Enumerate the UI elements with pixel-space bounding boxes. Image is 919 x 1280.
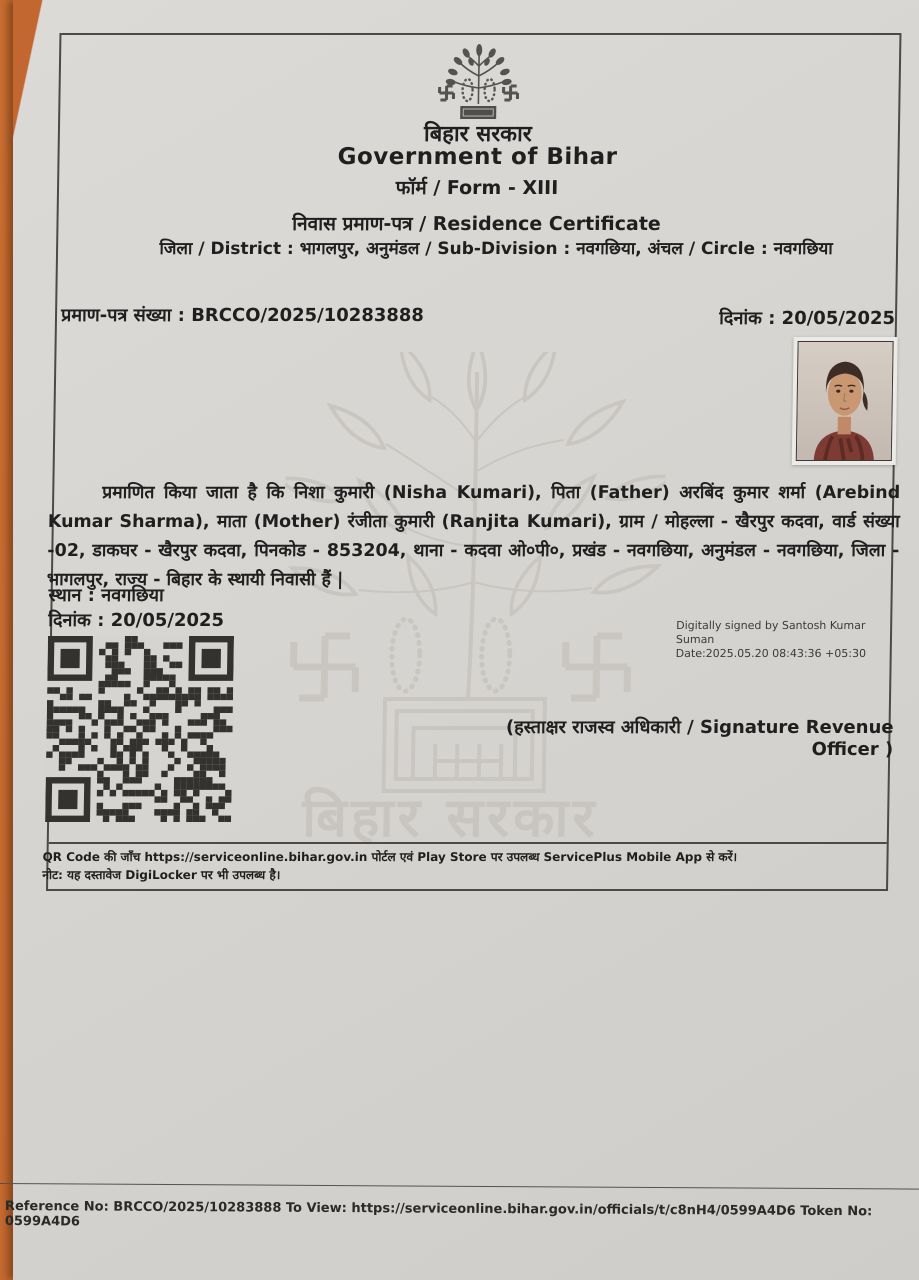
digital-signature-note <box>676 619 902 661</box>
digital-signature-line2: Date:2025.05.20 08:43:36 +05:30 <box>675 647 867 660</box>
note-digilocker-line: नोट: यह दस्तावेज DigiLocker पर भी उपलब्ध है। <box>42 868 281 882</box>
certificate-number: प्रमाण-पत्र संख्या : BRCCO/2025/10283888 <box>60 305 425 326</box>
government-emblem-icon <box>422 42 535 122</box>
applicant-photo <box>792 337 898 465</box>
digital-signature-line1: Digitally signed by Santosh Kumar Suman <box>675 619 866 646</box>
certificate-body-text: प्रमाणित किया जाता है कि निशा कुमारी (Nisha Kumari), पिता (Father) अरबिंद कुमार शर्मा (Arebind Kumar Sharma), माता (Mother) रंजीता कुमारी (Ranjita Kumari), ग्राम / मोहल्ला - खैरपुर कदवा, वार्ड संख्या -02, डाकघर - खैरपुर कदवा, पिनकोड - 853204, थाना - कदवा ओ०पी०, प्रखंड - नवगछिया, अनुमंडल - नवगछिया, जिला - भागलपुर, राज्य - बिहार के स्थायी निवासी हैं | <box>46 483 901 590</box>
form-number-line: फॉर्म / Form - XIII <box>395 177 559 199</box>
certificate-title: निवास प्रमाण-पत्र / Residence Certificate <box>291 213 661 235</box>
org-name-english: Government of Bihar <box>337 144 618 170</box>
issue-date-top: दिनांक : 20/05/2025 <box>719 308 896 329</box>
notes-separator <box>49 842 887 844</box>
applicant-photo-image <box>796 341 894 461</box>
watermark-text: बिहार सरकार <box>301 786 600 849</box>
reference-line: Reference No: BRCCO/2025/10283888 To View: https://serviceonline.bihar.gov.in/officials/t/c8nH4/0599A4D6 Token No: 0599A4D6 <box>4 1199 873 1230</box>
org-name-hindi: बिहार सरकार <box>423 122 532 147</box>
district-line: जिला / District : भागलपुर, अनुमंडल / Sub-Division : नवगछिया, अंचल / Circle : नवगछिया <box>159 239 833 259</box>
qr-code <box>45 636 234 822</box>
note-qr-line: QR Code की जाँच https://serviceonline.bihar.gov.in पोर्टल एवं Play Store पर उपलब्ध ServicePlus Mobile App से करें। <box>42 850 738 864</box>
issue-date-bottom: दिनांक : 20/05/2025 <box>48 610 225 631</box>
issue-place: स्थान : नवगछिया <box>48 585 164 606</box>
signature-caption: (हस्ताक्षर राजस्व अधिकारी / Signature Revenue Officer ) <box>505 717 894 760</box>
